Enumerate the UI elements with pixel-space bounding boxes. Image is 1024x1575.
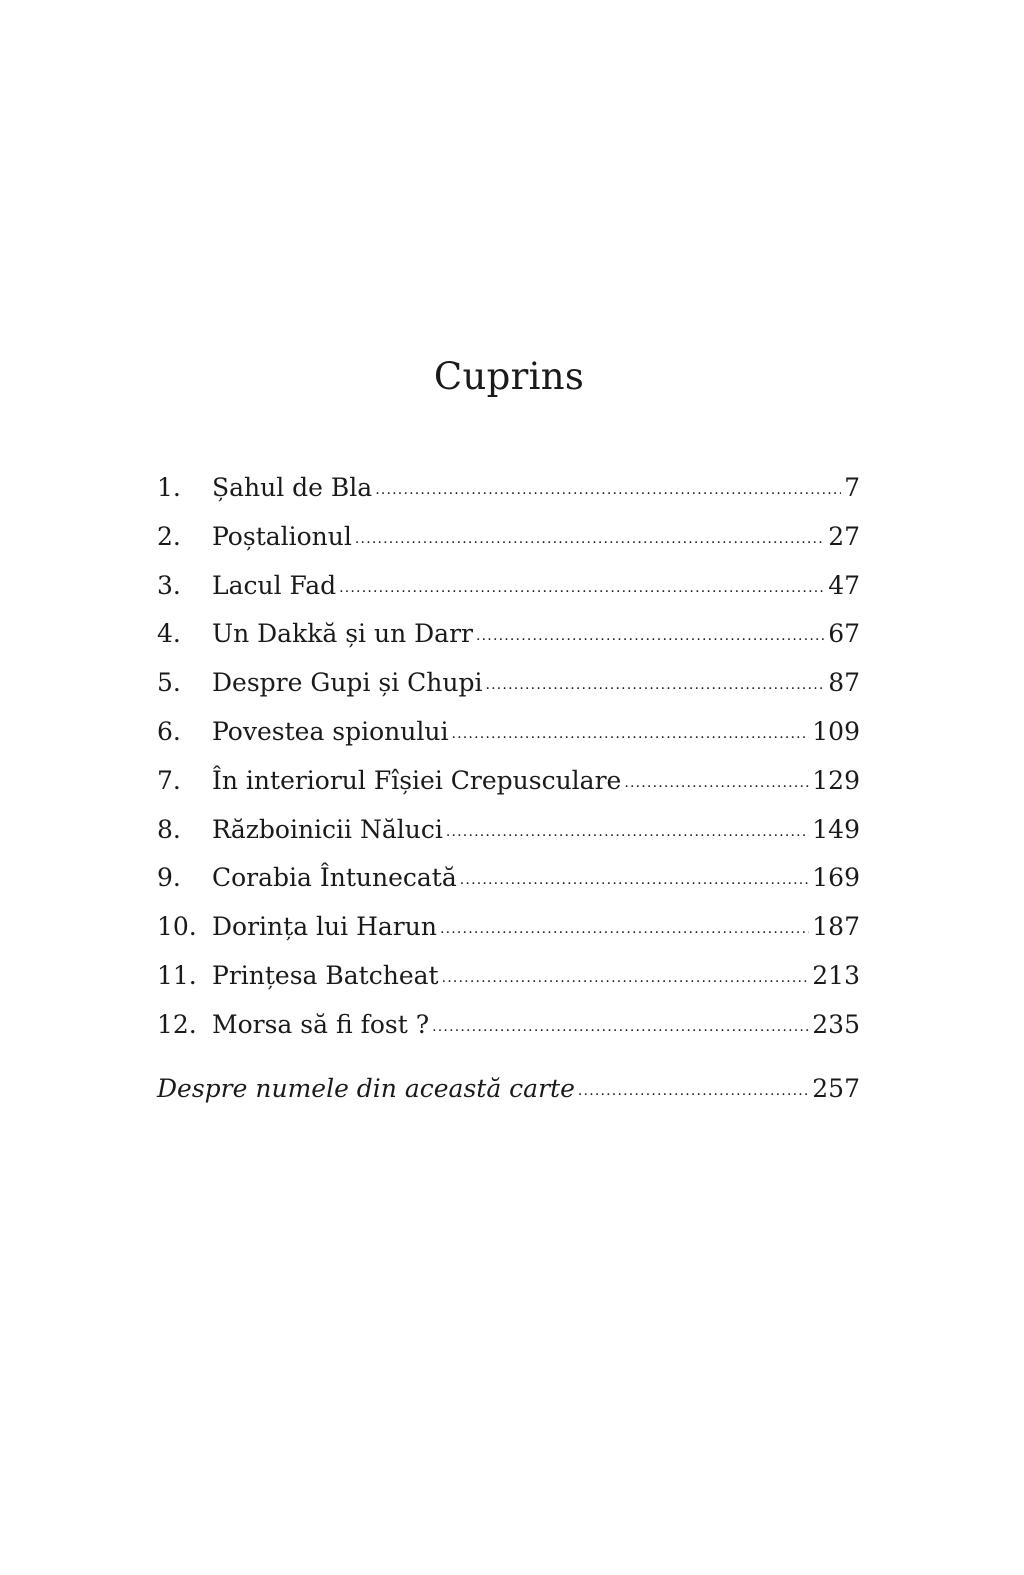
page-number: 109 — [812, 716, 860, 746]
chapter-number: 4. — [157, 619, 181, 649]
page-number: 257 — [812, 1073, 860, 1103]
dot-leader — [440, 907, 809, 951]
toc-entry-8 — [157, 808, 860, 857]
page-number: 169 — [812, 863, 860, 893]
toc-entry-1 — [157, 466, 860, 515]
chapter-number: 2. — [157, 521, 181, 551]
chapter-number: 11. — [157, 960, 197, 990]
chapter-title: Corabia Întunecată — [212, 863, 457, 893]
chapter-number: 9. — [157, 863, 181, 893]
toc-entry-3 — [157, 564, 860, 613]
chapter-title: Poștalionul — [212, 521, 352, 551]
dot-leader — [446, 810, 809, 854]
dot-leader — [578, 1069, 809, 1113]
dot-leader — [485, 663, 825, 707]
chapter-number: 1. — [157, 473, 181, 502]
chapter-title: Morsa să fi fost ? — [212, 1009, 430, 1039]
page-number: 7 — [844, 473, 860, 502]
page-number: 187 — [812, 912, 860, 942]
dot-leader — [432, 1005, 809, 1049]
toc-entry-12 — [157, 1003, 860, 1052]
page-number: 87 — [828, 668, 860, 698]
chapter-title: Prințesa Batcheat — [212, 960, 439, 990]
page-number: 149 — [812, 814, 860, 844]
chapter-number: 7. — [157, 765, 181, 795]
chapter-number: 10. — [157, 912, 197, 942]
toc-entry-10 — [157, 905, 860, 954]
page-number: 27 — [828, 521, 860, 551]
appendix-title: Despre numele din această carte — [157, 1073, 575, 1103]
toc-entry-2 — [157, 515, 860, 564]
page-number: 213 — [812, 960, 860, 990]
chapter-number: 8. — [157, 814, 181, 844]
dot-leader — [476, 614, 825, 658]
chapter-title: Războinicii Năluci — [212, 814, 443, 844]
dot-leader — [460, 858, 810, 902]
chapter-number: 5. — [157, 668, 181, 698]
dot-leader — [339, 566, 825, 610]
page-number: 235 — [812, 1009, 860, 1039]
toc-entry-5 — [157, 661, 860, 710]
dot-leader — [375, 468, 841, 512]
page-title: Cuprins — [433, 355, 585, 398]
toc-entry-7 — [157, 759, 860, 808]
chapter-title: Povestea spionului — [212, 716, 449, 746]
chapter-title: În interiorul Fîșiei Crepusculare — [212, 765, 622, 795]
dot-leader — [451, 712, 809, 756]
page-number: 67 — [828, 619, 860, 649]
chapter-number: 12. — [157, 1009, 197, 1039]
chapter-number: 3. — [157, 570, 181, 600]
chapter-title: Un Dakkă și un Darr — [212, 619, 473, 649]
chapter-number: 6. — [157, 716, 181, 746]
chapter-title: Dorința lui Harun — [212, 912, 437, 942]
dot-leader — [355, 517, 825, 561]
toc-entry-appendix — [157, 1067, 860, 1116]
toc-entry-11 — [157, 954, 860, 1003]
chapter-title: Lacul Fad — [212, 570, 337, 600]
toc-entry-6 — [157, 710, 860, 759]
dot-leader — [442, 956, 810, 1000]
dot-leader — [624, 761, 809, 805]
page-number: 47 — [828, 570, 860, 600]
table-of-contents — [157, 466, 860, 1115]
toc-entry-9 — [157, 856, 860, 905]
toc-entry-4 — [157, 612, 860, 661]
page-number: 129 — [812, 765, 860, 795]
chapter-title: Despre Gupi și Chupi — [212, 668, 483, 698]
chapter-title: Șahul de Bla — [212, 473, 373, 502]
